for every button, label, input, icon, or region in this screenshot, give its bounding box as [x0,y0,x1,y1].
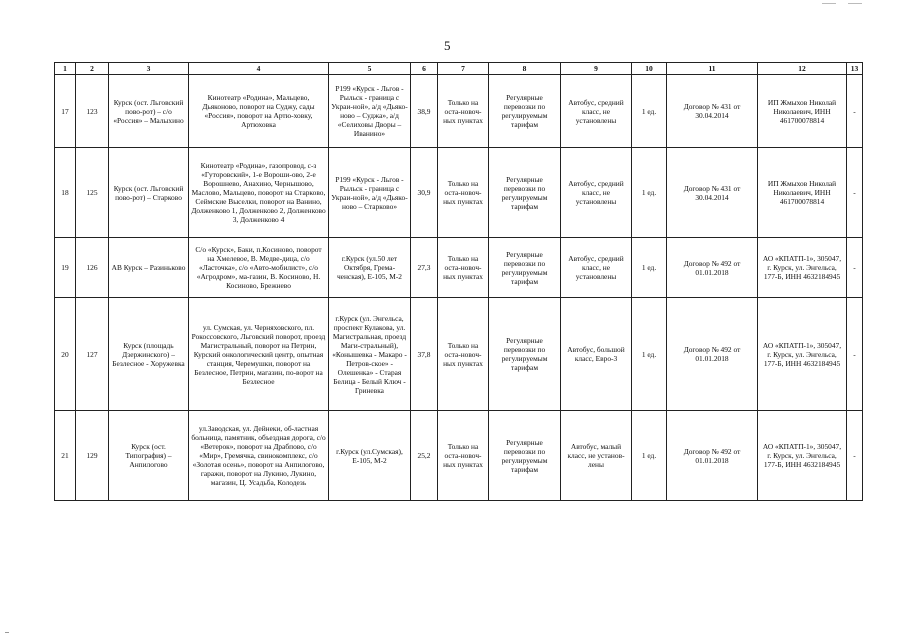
route-reg-number: 123 [76,75,109,148]
column-header: 10 [632,63,667,75]
route-name: Курск (ост. Льговский пово-рот) – с/о «Россия» – Малыхино [109,75,189,148]
table-row [55,411,863,501]
vehicle-class: Автобус, средний класс, не установлены [561,148,632,238]
route-length: 38,9 [411,75,438,148]
boarding-procedure: Только на оста-новоч-ных пунктах [438,238,489,298]
route-seq-number: 17 [55,75,76,148]
route-seq-number: 19 [55,238,76,298]
route-stops: ул. Сумская, ул. Черняховского, пл. Рокоссовского, Льговский поворот, проезд Магистральный, поворот на Петрин, Курский онкологический центр, опытная станция, Черемушки, поворот на Безлесное, Петрин, магазин, по-ворот на Безлесное [189,298,329,411]
contract: Договор № 431 от 30.04.2014 [667,148,758,238]
vehicle-count: 1 ед. [632,148,667,238]
contract: Договор № 492 от 01.01.2018 [667,411,758,501]
contract: Договор № 492 от 01.01.2018 [667,238,758,298]
route-streets: г.Курск (ул.50 лет Октября, Грема-ченская), Е-105, М-2 [329,238,411,298]
scan-mark [5,632,9,633]
contract: Договор № 492 от 01.01.2018 [667,298,758,411]
boarding-procedure: Только на оста-новоч-ных пунктах [438,148,489,238]
route-length: 37,8 [411,298,438,411]
vehicle-count: 1 ед. [632,298,667,411]
route-reg-number: 125 [76,148,109,238]
column-header: 2 [76,63,109,75]
transport-type: Регулярные перевозки по регулируемым тарифам [489,75,561,148]
transport-type: Регулярные перевозки по регулируемым тарифам [489,148,561,238]
route-stops: Кинотеатр «Родина», газопровод, с-з «Гуторовский», 1-е Вороши-ово, 2-е Ворошнево, Анахино, Чернышово, Маслово, Мальцево, поворот на Старково, Сеймские Выселки, поворот на Ванино, Долженково 1, Долженково 2, Долженково 3, Долженково 4 [189,148,329,238]
vehicle-class: Автобус, средний класс, не установлены [561,75,632,148]
route-seq-number: 20 [55,298,76,411]
page-number: 5 [444,38,451,53]
boarding-procedure: Только на оста-новоч-ных пунктах [438,298,489,411]
column-header: 12 [758,63,847,75]
transport-type: Регулярные перевозки по регулируемым тарифам [489,411,561,501]
carrier: АО «КПАТП-1», 305047, г. Курск, ул. Энгельса, 177-Б, ИНН 4632184945 [758,298,847,411]
notes: - [847,298,863,411]
header-row [55,63,863,75]
carrier: АО «КПАТП-1», 305047, г. Курск, ул. Энгельса, 177-Б, ИНН 4632184945 [758,238,847,298]
route-name: Курск (площадь Дзержинского) – Безлесное - Хоружевка [109,298,189,411]
vehicle-count: 1 ед. [632,75,667,148]
route-seq-number: 21 [55,411,76,501]
contract: Договор № 431 от 30.04.2014 [667,75,758,148]
route-name: АВ Курск – Разиньково [109,238,189,298]
column-header: 9 [561,63,632,75]
route-reg-number: 127 [76,298,109,411]
route-length: 25,2 [411,411,438,501]
route-streets: г.Курск (ул. Энгельса, проспект Кулакова, ул. Магистральная, проезд Маги-стральный), «Конышевка - Макаро - Петров-ское» - Олешенка» - Старая Белица - Белый Ключ - Гриневка [329,298,411,411]
notes: - [847,411,863,501]
boarding-procedure: Только на оста-новоч-ных пунктах [438,411,489,501]
route-reg-number: 126 [76,238,109,298]
column-header: 7 [438,63,489,75]
column-header: 3 [109,63,189,75]
route-length: 30,9 [411,148,438,238]
vehicle-class: Автобус, средний класс, не установлены [561,238,632,298]
route-stops: С/о «Курск», Баки, п.Косиново, поворот на Хмелевое, В. Медве-дица, с/о «Ласточка», с/о «Авто-мобилист», с/о «Агродром», ма-газин, В. Косиново, Н. Косиново, Брежнево [189,238,329,298]
boarding-procedure: Только на оста-новоч-ных пунктах [438,75,489,148]
carrier: ИП Жмыхов Николай Николаевич, ИНН 461700078814 [758,148,847,238]
scan-mark [822,3,836,4]
table-row [55,75,863,148]
scan-mark [848,3,862,4]
column-header: 13 [847,63,863,75]
notes: - [847,238,863,298]
column-header: 6 [411,63,438,75]
vehicle-class: Автобус, большой класс, Евро-3 [561,298,632,411]
column-header: 5 [329,63,411,75]
notes: - [847,75,863,148]
notes: - [847,148,863,238]
column-header: 1 [55,63,76,75]
route-reg-number: 129 [76,411,109,501]
table-row [55,298,863,411]
route-stops: ул.Заводская, ул. Дейнеки, об-ластная больница, памятник, объездная дорога, с/о «Ветерок», поворот на Драбпово, с/о «Мир», Гремячка, свинокомплекс, с/о «Золотая осень», поворот на Анпилогово, гаражи, поворот на Лукино, Лукино, магазин, Ц. Усадьба, Колодезь [189,411,329,501]
table-row [55,148,863,238]
column-header: 11 [667,63,758,75]
route-streets: Р199 «Курск - Льгов - Рыльск - граница с Украи-ной», а/д «Дьяко-ново – Суджа», а/д «Селиховы Дворы – Иванино» [329,75,411,148]
route-length: 27,3 [411,238,438,298]
route-name: Курск (ост. Льговский пово-рот) – Старково [109,148,189,238]
carrier: АО «КПАТП-1», 305047, г. Курск, ул. Энгельса, 177-Б, ИНН 4632184945 [758,411,847,501]
route-seq-number: 18 [55,148,76,238]
column-header: 8 [489,63,561,75]
column-header: 4 [189,63,329,75]
route-register-table [54,62,863,501]
route-stops: Кинотеатр «Родина», Мальцево, Дьяконово, поворот на Суджу, сады «Россия», поворот на Артю-ховку, Артюховка [189,75,329,148]
table-row [55,238,863,298]
transport-type: Регулярные перевозки по регулируемым тарифам [489,238,561,298]
vehicle-count: 1 ед. [632,411,667,501]
route-name: Курск (ост. Типография) – Анпилогово [109,411,189,501]
carrier: ИП Жмыхов Николай Николаевич, ИНН 461700078814 [758,75,847,148]
vehicle-count: 1 ед. [632,238,667,298]
vehicle-class: Автобус, малый класс, не установ-лены [561,411,632,501]
route-streets: Р199 «Курск - Льгов - Рыльск - граница с Украи-ной», а/д «Дьяко-ново – Старково» [329,148,411,238]
transport-type: Регулярные перевозки по регулируемым тарифам [489,298,561,411]
route-streets: г.Курск (ул.Сумская), Е-105, М-2 [329,411,411,501]
